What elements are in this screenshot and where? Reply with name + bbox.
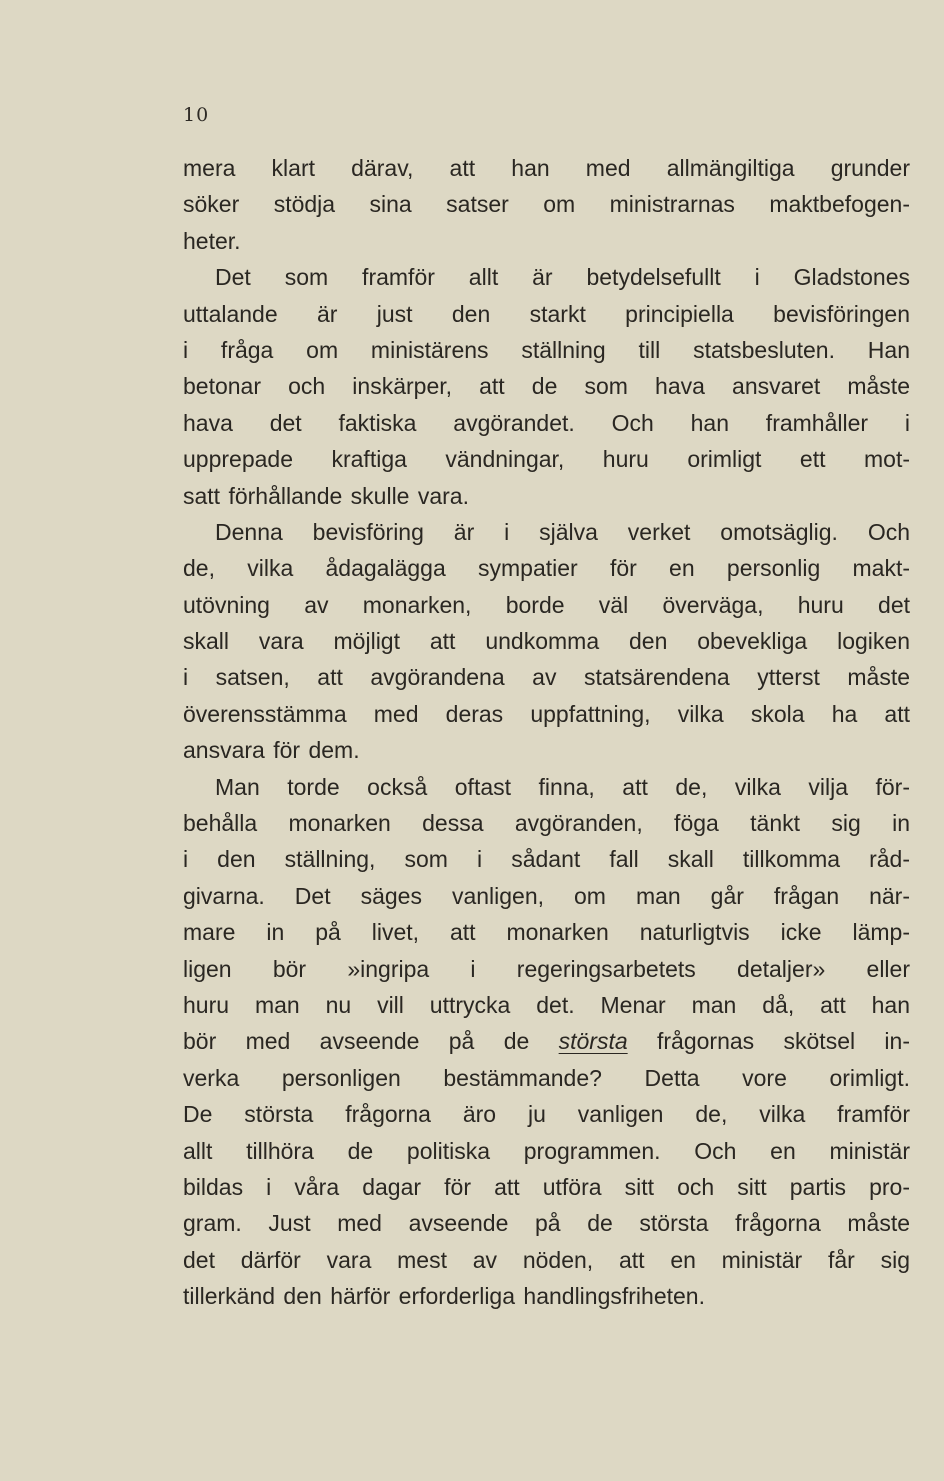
text-line: hava det faktiska avgörandet. Och han framhåller i	[183, 409, 910, 436]
text-line: satt förhållande skulle vara.	[183, 482, 469, 509]
text-line: tillerkänd den härför erforderliga handlingsfriheten.	[183, 1283, 705, 1310]
text-line: det därför vara mest av nöden, att en ministär får sig	[183, 1246, 910, 1273]
emphasized-word: största	[558, 1028, 628, 1055]
text-line: gram. Just med avseende på de största frågorna måste	[183, 1210, 910, 1237]
body-text	[183, 150, 910, 1315]
text-line-with-emphasis	[183, 1023, 910, 1059]
text-line: i fråga om ministärens ställning till statsbesluten. Han	[183, 336, 910, 363]
text-line: heter.	[183, 227, 241, 254]
text-segment: frågornas skötsel in-	[627, 1028, 910, 1055]
text-line: de, vilka ådagalägga sympatier för en personlig makt-	[183, 555, 910, 582]
text-line: betonar och inskärper, att de som hava ansvaret måste	[183, 373, 910, 400]
text-line: mera klart därav, att han med allmängiltiga grunder	[183, 155, 910, 181]
text-line: bildas i våra dagar för att utföra sitt och sitt partis pro-	[183, 1173, 910, 1200]
text-line: utövning av monarken, borde väl överväga, huru det	[183, 591, 910, 618]
text-line: i den ställning, som i sådant fall skall tillkomma råd-	[183, 846, 910, 873]
text-line: De största frågorna äro ju vanligen de, vilka framför	[183, 1101, 910, 1128]
page-number: 10	[183, 104, 210, 126]
text-line: Man torde också oftast finna, att de, vilka vilja för-	[215, 773, 910, 800]
text-line: allt tillhöra de politiska programmen. Och en ministär	[183, 1137, 910, 1164]
text-line: Det som framför allt är betydelsefullt i Gladstones	[215, 264, 910, 291]
text-line: givarna. Det säges vanligen, om man går frågan när-	[183, 882, 910, 909]
text-line: Denna bevisföring är i själva verket omotsäglig. Och	[215, 518, 910, 545]
text-line: ansvara för dem.	[183, 737, 360, 764]
text-segment: bör med avseende på de	[183, 1028, 559, 1055]
text-line: skall vara möjligt att undkomma den obevekliga logiken	[183, 628, 910, 655]
text-line: överensstämma med deras uppfattning, vilka skola ha att	[183, 700, 910, 727]
text-line: huru man nu vill uttrycka det. Menar man då, att han	[183, 991, 910, 1018]
text-line: söker stödja sina satser om ministrarnas maktbefogen-	[183, 191, 910, 218]
text-line: uttalande är just den starkt principiella bevisföringen	[183, 300, 910, 327]
text-line: upprepade kraftiga vändningar, huru orimligt ett mot-	[183, 446, 910, 473]
text-line: behålla monarken dessa avgöranden, föga tänkt sig in	[183, 810, 910, 837]
text-line: ligen bör »ingripa i regeringsarbetets detaljer» eller	[183, 955, 910, 982]
text-line: mare in på livet, att monarken naturligtvis icke lämp-	[183, 919, 910, 946]
text-line: i satsen, att avgörandena av statsärendena ytterst måste	[183, 664, 910, 691]
text-line: verka personligen bestämmande? Detta vore orimligt.	[183, 1064, 910, 1091]
